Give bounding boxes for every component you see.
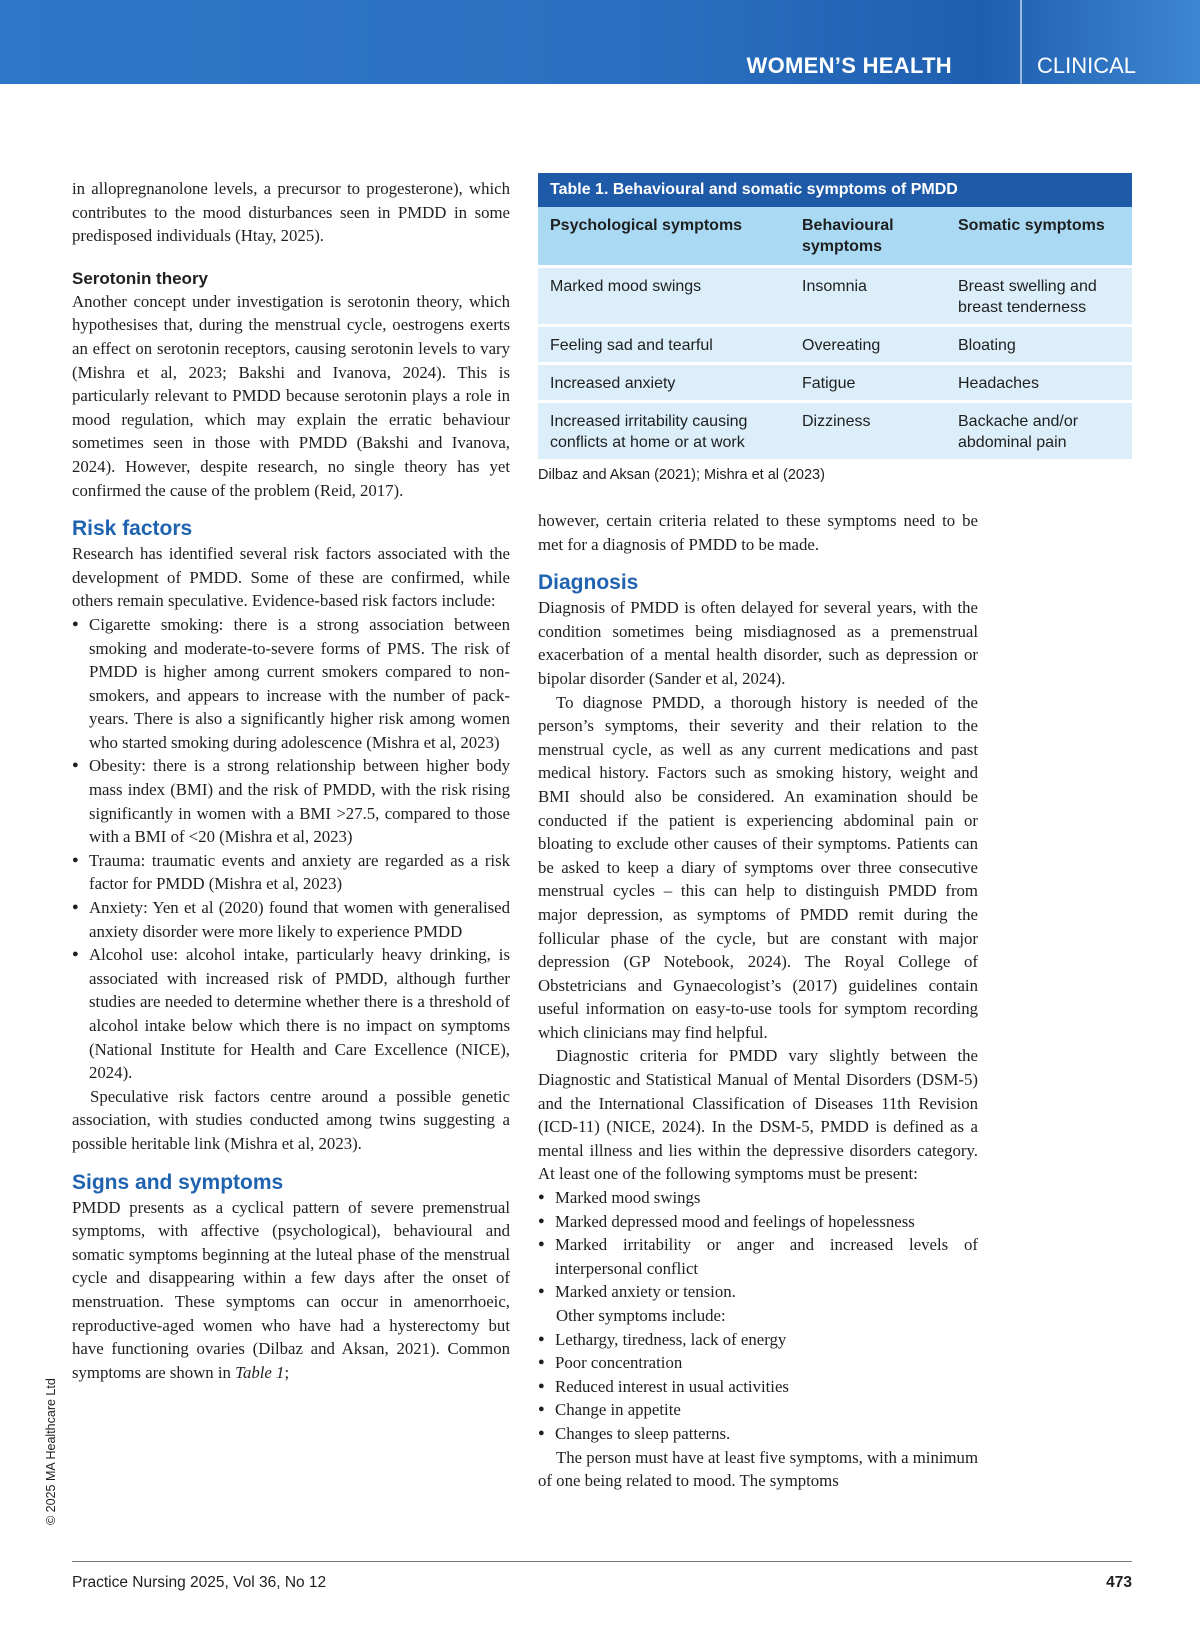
diagnosis-paragraph-2: To diagnose PMDD, a thorough history is needed of the person’s symptoms, their severity and their relation to the menstrual cycle, as well as any current medications and past medical history. Factors such as smoking history, weight and BMI should also be considered. An examination should be conducted if the patient is experiencing abdominal pain or bloating to exclude other causes of their symptoms. Patients can be asked to keep a diary of symptoms over three consecutive menstrual cycles – this can help to distinguish PMDD from major depression, as symptoms of PMDD remit during the follicular phase of the cycle, but are constant with major depression (GP Notebook, 2024). The Royal College of Obstetricians and Gynaecologist’s (2017) guidelines contain useful information on easy-to-use tools for symptom recording which clinicians may find helpful. bbox=[538, 692, 978, 1042]
symptoms-table bbox=[538, 173, 1132, 483]
signs-text: PMDD presents as a cyclical pattern of severe premenstrual symptoms, with affective (psychological), behavioural and somatic symptoms beginning at the luteal phase of the menstrual cycle and disappearing within a few days after the onset of menstruation. These symptoms can occur in amenorrhoeic, reproductive-aged women who have had a hysterectomy but have functioning ovaries (Dilbaz and Aksan, 2021). Common symptoms are shown in bbox=[72, 1197, 510, 1382]
closing-paragraph: The person must have at least five symptoms, with a minimum of one being related to mood. The symptoms bbox=[538, 1447, 978, 1491]
table-row bbox=[538, 402, 1132, 460]
signs-text-end: ; bbox=[284, 1362, 290, 1382]
list-item: ● Alcohol use: alcohol intake, particularly heavy drinking, is associated with increased risk of PMDD, although further studies are needed to determine whether there is a threshold of alcohol intake below which there is no impact on symptoms (National Institute for Health and Care Excellence (NICE), 2024). bbox=[72, 943, 510, 1085]
diagnosis-heading: Diagnosis bbox=[538, 571, 639, 595]
right-column bbox=[538, 509, 978, 1493]
table-header: Behavioural symptoms bbox=[790, 207, 946, 267]
list-item: ● Anxiety: Yen et al (2020) found that women with generalised anxiety disorder were more likely to experience PMDD bbox=[72, 896, 510, 943]
list-item: ● Marked irritability or anger and increased levels of interpersonal conflict bbox=[538, 1233, 978, 1280]
intro-paragraph: in allopregnanolone levels, a precursor to progesterone), which contributes to the mood disturbances seen in PMDD in some predisposed individuals (Htay, 2025). bbox=[72, 179, 510, 246]
header-banner bbox=[0, 0, 1200, 84]
table-header: Somatic symptoms bbox=[946, 207, 1132, 267]
journal-citation: Practice Nursing 2025, Vol 36, No 12 bbox=[72, 1574, 327, 1591]
table-reference: Table 1 bbox=[235, 1362, 285, 1382]
other-symptoms-intro: Other symptoms include: bbox=[556, 1306, 726, 1325]
header-divider bbox=[1020, 0, 1022, 84]
list-item: ● Marked anxiety or tension. bbox=[538, 1280, 978, 1304]
risk-intro-paragraph: Research has identified several risk factors associated with the development of PMDD. Some of these are confirmed, while others remain speculative. Evidence-based risk factors include: bbox=[72, 544, 510, 611]
left-column bbox=[72, 177, 510, 1384]
category-label: CLINICAL bbox=[1037, 53, 1137, 78]
table-cell: Breast swelling and breast tenderness bbox=[946, 267, 1132, 326]
table-cell: Headaches bbox=[946, 364, 1132, 402]
table-cell: Bloating bbox=[946, 326, 1132, 364]
list-item: ● Obesity: there is a strong relationship between higher body mass index (BMI) and the risk of PMDD, with the risk rising significantly in women with a BMI >27.5, compared to those with a BMI of <20 (Mishra et al, 2023) bbox=[72, 754, 510, 848]
table-row bbox=[538, 326, 1132, 364]
copyright-notice: © 2025 MA Healthcare Ltd bbox=[44, 1378, 58, 1525]
table-row bbox=[538, 267, 1132, 326]
table-cell: Insomnia bbox=[790, 267, 946, 326]
table-caption: Table 1. Behavioural and somatic symptoms of PMDD bbox=[538, 173, 1132, 207]
table-cell: Overeating bbox=[790, 326, 946, 364]
page-number: 473 bbox=[1106, 1574, 1132, 1591]
footer-divider bbox=[72, 1561, 1132, 1562]
table-cell: Fatigue bbox=[790, 364, 946, 402]
list-item: ● Marked mood swings bbox=[538, 1186, 978, 1210]
signs-paragraph bbox=[72, 1196, 510, 1385]
speculative-paragraph: Speculative risk factors centre around a possible genetic association, with studies conducted among twins suggesting a possible heritable link (Mishra et al, 2023). bbox=[72, 1086, 510, 1153]
table-cell: Feeling sad and tearful bbox=[538, 326, 790, 364]
diagnosis-paragraph-1: Diagnosis of PMDD is often delayed for several years, with the condition sometimes being misdiagnosed as a premenstrual exacerbation of a mental health disorder, such as depression or bipolar disorder (Sander et al, 2024). bbox=[538, 598, 978, 688]
table-cell: Backache and/or abdominal pain bbox=[946, 402, 1132, 460]
table-cell: Marked mood swings bbox=[538, 267, 790, 326]
list-item: ● Trauma: traumatic events and anxiety are regarded as a risk factor for PMDD (Mishra et al, 2023) bbox=[72, 849, 510, 896]
list-item: ● Marked depressed mood and feelings of hopelessness bbox=[538, 1210, 978, 1234]
list-item: ● Reduced interest in usual activities bbox=[538, 1375, 978, 1399]
diagnosis-paragraph-3: Diagnostic criteria for PMDD vary slightly between the Diagnostic and Statistical Manual of Mental Disorders (DSM-5) and the International Classification of Diseases 11th Revision (ICD-11) (NICE, 2024). In the DSM-5, PMDD is defined as a mental illness and lies within the depressive disorders category. At least one of the following symptoms must be present: bbox=[538, 1046, 978, 1184]
table-body bbox=[538, 207, 1132, 459]
table-cell: Dizziness bbox=[790, 402, 946, 460]
other-symptom-list bbox=[538, 1328, 978, 1446]
table-cell: Increased irritability causing conflicts at home or at work bbox=[538, 402, 790, 460]
continuation-paragraph: however, certain criteria related to these symptoms need to be met for a diagnosis of PMDD to be made. bbox=[538, 511, 978, 554]
list-item: ● Lethargy, tiredness, lack of energy bbox=[538, 1328, 978, 1352]
serotonin-paragraph: Another concept under investigation is serotonin theory, which hypothesises that, during the menstrual cycle, oestrogens exerts an effect on serotonin receptors, causing serotonin levels to vary (Mishra et al, 2023; Bakshi and Ivanova, 2024). This is particularly relevant to PMDD because serotonin plays a role in mood regulation, which may explain the erratic behaviour sometimes seen in those with PMDD (Bakshi and Ivanova, 2024). However, despite research, no single theory has yet confirmed the cause of the problem (Reid, 2017). bbox=[72, 291, 510, 500]
list-item: ● Change in appetite bbox=[538, 1398, 978, 1422]
risk-factors-heading: Risk factors bbox=[72, 517, 193, 541]
table-source: Dilbaz and Aksan (2021); Mishra et al (2023) bbox=[538, 467, 825, 483]
list-item: ● Cigarette smoking: there is a strong association between smoking and moderate-to-severe forms of PMS. The risk of PMDD is higher among current smokers compared to non-smokers, and appears to increase with the number of pack-years. There is also a significantly higher risk among women who started smoking during adolescence (Mishra et al, 2023) bbox=[72, 613, 510, 755]
section-title: WOMEN’S HEALTH bbox=[746, 53, 952, 78]
list-item: ● Poor concentration bbox=[538, 1351, 978, 1375]
table-header: Psychological symptoms bbox=[538, 207, 790, 267]
table-cell: Increased anxiety bbox=[538, 364, 790, 402]
table-header-row bbox=[538, 207, 1132, 267]
table-row bbox=[538, 364, 1132, 402]
risk-factor-list bbox=[72, 613, 510, 1085]
list-item: ● Changes to sleep patterns. bbox=[538, 1422, 978, 1446]
required-symptom-list bbox=[538, 1186, 978, 1304]
signs-heading: Signs and symptoms bbox=[72, 1170, 284, 1194]
serotonin-heading: Serotonin theory bbox=[72, 268, 209, 288]
